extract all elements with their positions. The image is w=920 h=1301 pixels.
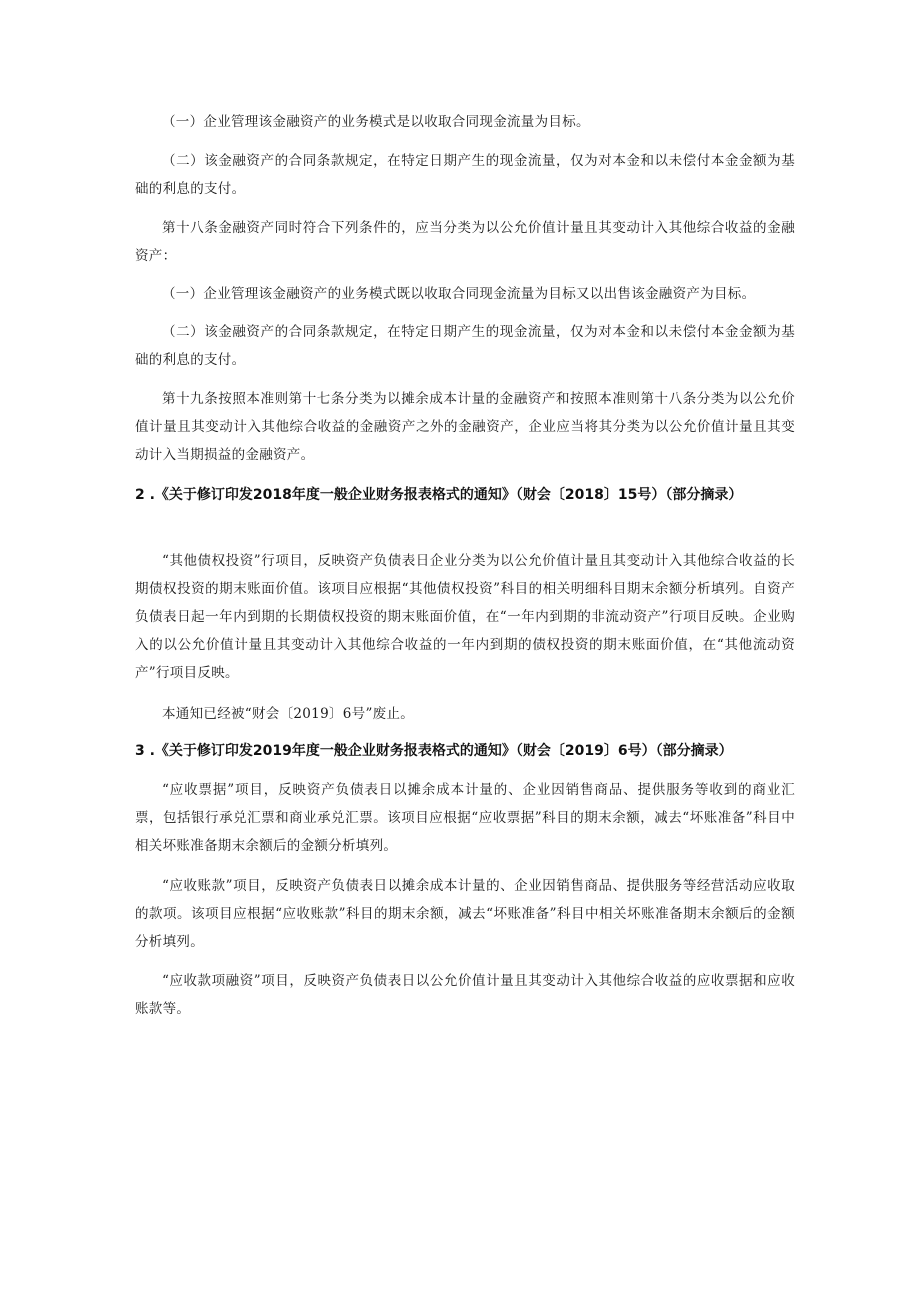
section-2-note: 本通知已经被“财会〔2019〕6号”废止。 bbox=[162, 706, 415, 722]
section-2-paragraph: “其他债权投资”行项目，反映资产负债表日企业分类为以公允价值计量且其变动计入其他综合收益的长期债权投资的期末账面价值。该项目应根据“其他债权投资”科目的相关明细科目期末余额分析填列。自资产负债表日起一年内到期的长期债权投资的期末账面价值，在“一年内到期的非流动资产”行项目反映。企业购入的以公允价值计量且其变动计入其他综合收益的一年内到期的债权投资的期末账面价值，在“其他流动资产”行项目反映。 bbox=[135, 553, 795, 681]
clause-item-3: （一）企业管理该金融资产的业务模式既以收取合同现金流量为目标又以出售该金融资产为目标。 bbox=[162, 286, 756, 302]
section-3-heading: 3 .《关于修订印发2019年度一般企业财务报表格式的通知》（财会〔2019〕6号）（部分摘录） bbox=[135, 743, 733, 759]
section-3-paragraph-3: “应收款项融资”项目，反映资产负债表日以公允价值计量且其变动计入其他综合收益的应收票据和应收账款等。 bbox=[135, 973, 795, 1017]
clause-item-1: （一）企业管理该金融资产的业务模式是以收取合同现金流量为目标。 bbox=[162, 114, 590, 130]
clause-item-4: （二）该金融资产的合同条款规定，在特定日期产生的现金流量，仅为对本金和以未偿付本金金额为基础的利息的支付。 bbox=[135, 324, 795, 368]
section-3-paragraph-1: “应收票据”项目，反映资产负债表日以摊余成本计量的、企业因销售商品、提供服务等收到的商业汇票，包括银行承兑汇票和商业承兑汇票。该项目应根据“应收票据”科目的期末余额，减去“坏账准备”科目中相关坏账准备期末余额后的金额分析填列。 bbox=[135, 782, 795, 854]
section-3-paragraph-2: “应收账款”项目，反映资产负债表日以摊余成本计量的、企业因销售商品、提供服务等经营活动应收取的款项。该项目应根据“应收账款”科目的期末余额，减去“坏账准备”科目中相关坏账准备期末余额后的金额分析填列。 bbox=[135, 878, 795, 950]
section-2-heading: 2 .《关于修订印发2018年度一般企业财务报表格式的通知》（财会〔2018〕15号）（部分摘录） bbox=[135, 487, 743, 503]
article-18: 第十八条金融资产同时符合下列条件的，应当分类为以公允价值计量且其变动计入其他综合收益的金融资产： bbox=[135, 220, 795, 264]
clause-item-2: （二）该金融资产的合同条款规定，在特定日期产生的现金流量，仅为对本金和以未偿付本金金额为基础的利息的支付。 bbox=[135, 153, 795, 197]
article-19: 第十九条按照本准则第十七条分类为以摊余成本计量的金融资产和按照本准则第十八条分类为以公允价值计量且其变动计入其他综合收益的金融资产之外的金融资产，企业应当将其分类为以公允价值计量且其变动计入当期损益的金融资产。 bbox=[135, 391, 795, 463]
